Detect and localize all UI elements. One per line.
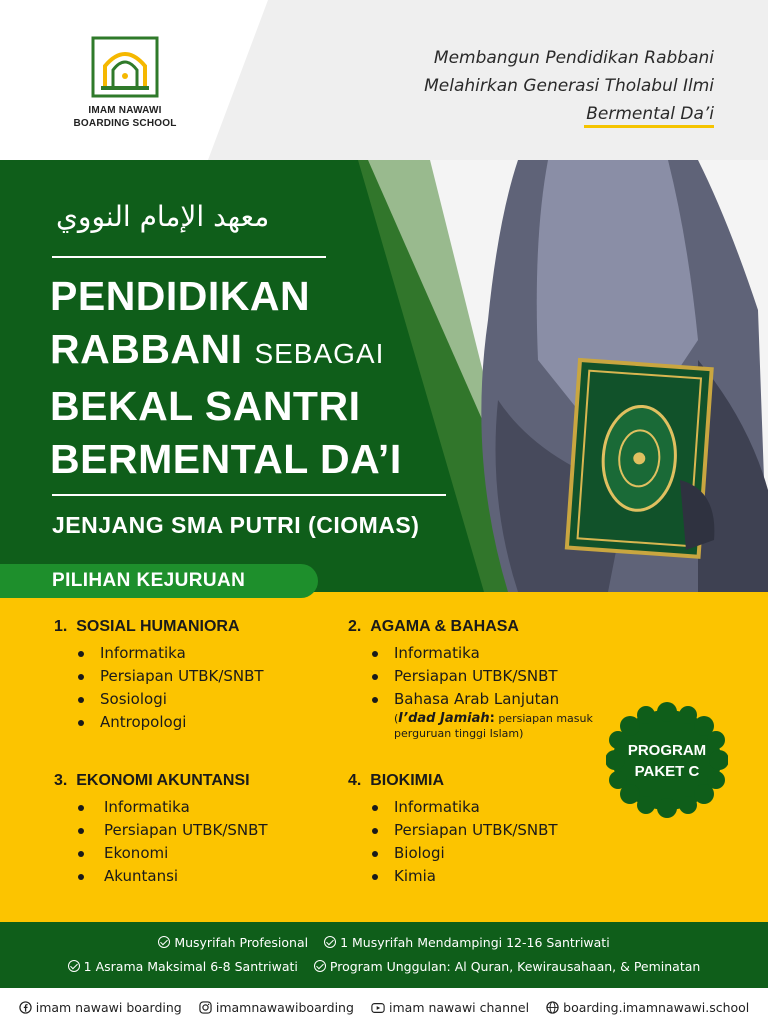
note-colon: : <box>489 711 495 726</box>
feature-item <box>324 935 610 950</box>
arabic-school-name: معهد الإمام النووي <box>56 200 270 233</box>
note-open: ( <box>394 712 399 725</box>
paket-c-badge <box>606 702 728 818</box>
list-item: Persiapan UTBK/SNBT <box>348 819 558 842</box>
feature-text: 1 Musyrifah Mendampingi 12-16 Santriwati <box>340 935 610 950</box>
list-item: Akuntansi <box>54 865 268 888</box>
list-item: Informatika <box>54 642 264 665</box>
website-link[interactable] <box>546 1000 749 1015</box>
youtube-icon <box>371 1002 385 1014</box>
school-logo <box>60 36 190 130</box>
list-item: Ekonomi <box>54 842 268 865</box>
headline-line1: PENDIDIKAN <box>50 273 311 319</box>
list-item: Informatika <box>348 642 606 665</box>
program-title: AGAMA & BAHASA <box>370 618 519 635</box>
check-circle-icon <box>324 936 336 948</box>
facebook-handle: imam nawawi boarding <box>35 1000 182 1015</box>
mosque-emblem-icon <box>91 36 159 98</box>
list-item: Biologi <box>348 842 558 865</box>
badge-line2: PAKET C <box>634 763 700 780</box>
program-title: SOSIAL HUMANIORA <box>76 618 240 635</box>
program-number: 3. <box>54 772 68 789</box>
program-2 <box>348 618 606 741</box>
program-2-note <box>348 711 606 741</box>
tagline-line2: Melahirkan Generasi Tholabul Ilmi <box>424 76 714 96</box>
program-number: 2. <box>348 618 362 635</box>
headline-line2-light: SEBAGAI <box>254 338 385 369</box>
feature-text: Musyrifah Profesional <box>174 935 309 950</box>
tagline-line1: Membangun Pendidikan Rabbani <box>433 48 714 68</box>
check-circle-icon <box>314 960 326 972</box>
youtube-link[interactable] <box>371 1000 529 1015</box>
social-links <box>0 988 768 1024</box>
divider-bottom <box>52 494 446 496</box>
list-item: Antropologi <box>54 711 264 734</box>
list-item: Persiapan UTBK/SNBT <box>54 819 268 842</box>
feature-item <box>158 935 308 950</box>
divider-top <box>52 256 326 258</box>
headline-line2-bold: RABBANI <box>50 326 243 372</box>
badge-line1: PROGRAM <box>627 742 707 759</box>
feature-item <box>68 959 298 974</box>
facebook-link[interactable] <box>19 1000 182 1015</box>
feature-text: Program Unggulan: Al Quran, Kewirausahaan, & Peminatan <box>329 959 701 974</box>
feature-item <box>314 959 700 974</box>
logo-name-line2: BOARDING SCHOOL <box>73 118 177 129</box>
program-3 <box>54 772 268 888</box>
features-band <box>0 922 768 988</box>
tagline <box>424 44 714 128</box>
list-item: Bahasa Arab Lanjutan <box>348 688 606 711</box>
list-item: Sosiologi <box>54 688 264 711</box>
feature-text: 1 Asrama Maksimal 6-8 Santriwati <box>83 959 298 974</box>
instagram-handle: imamnawawiboarding <box>215 1000 354 1015</box>
program-title: BIOKIMIA <box>370 772 445 789</box>
logo-name-line1: IMAM NAWAWI <box>88 105 162 116</box>
program-number: 4. <box>348 772 362 789</box>
header <box>0 0 768 160</box>
instagram-link[interactable] <box>199 1000 354 1015</box>
instagram-icon <box>199 1001 212 1014</box>
check-circle-icon <box>68 960 80 972</box>
program-4 <box>348 772 558 888</box>
list-item: Persiapan UTBK/SNBT <box>348 665 606 688</box>
headline-line4: BERMENTAL DA’I <box>50 436 402 482</box>
list-item: Informatika <box>54 796 268 819</box>
list-item: Persiapan UTBK/SNBT <box>54 665 264 688</box>
tagline-line3: Bermental Da’i <box>584 103 714 128</box>
headline-line3: BEKAL SANTRI <box>50 383 361 429</box>
list-item: Kimia <box>348 865 558 888</box>
list-item: Informatika <box>348 796 558 819</box>
youtube-channel: imam nawawi channel <box>389 1000 530 1015</box>
program-1 <box>54 618 264 734</box>
website-url: boarding.imamnawawi.school <box>563 1000 750 1015</box>
note-rest: persiapan masuk perguruan tinggi Islam) <box>394 712 593 740</box>
hero-banner <box>0 160 768 592</box>
section-tab-pilihan <box>0 564 318 598</box>
features-row-1 <box>0 935 768 950</box>
program-title: EKONOMI AKUNTANSI <box>76 772 250 789</box>
section-tab-label: PILIHAN KEJURUAN <box>52 570 246 591</box>
note-bold: I’dad Jamiah <box>398 711 490 726</box>
main-headline <box>50 270 402 486</box>
check-circle-icon <box>158 936 170 948</box>
facebook-icon <box>19 1001 32 1014</box>
program-number: 1. <box>54 618 68 635</box>
education-level: JENJANG SMA PUTRI (CIOMAS) <box>52 512 420 538</box>
globe-icon <box>546 1001 559 1014</box>
features-row-2 <box>0 959 768 974</box>
student-with-quran-image <box>368 160 768 592</box>
